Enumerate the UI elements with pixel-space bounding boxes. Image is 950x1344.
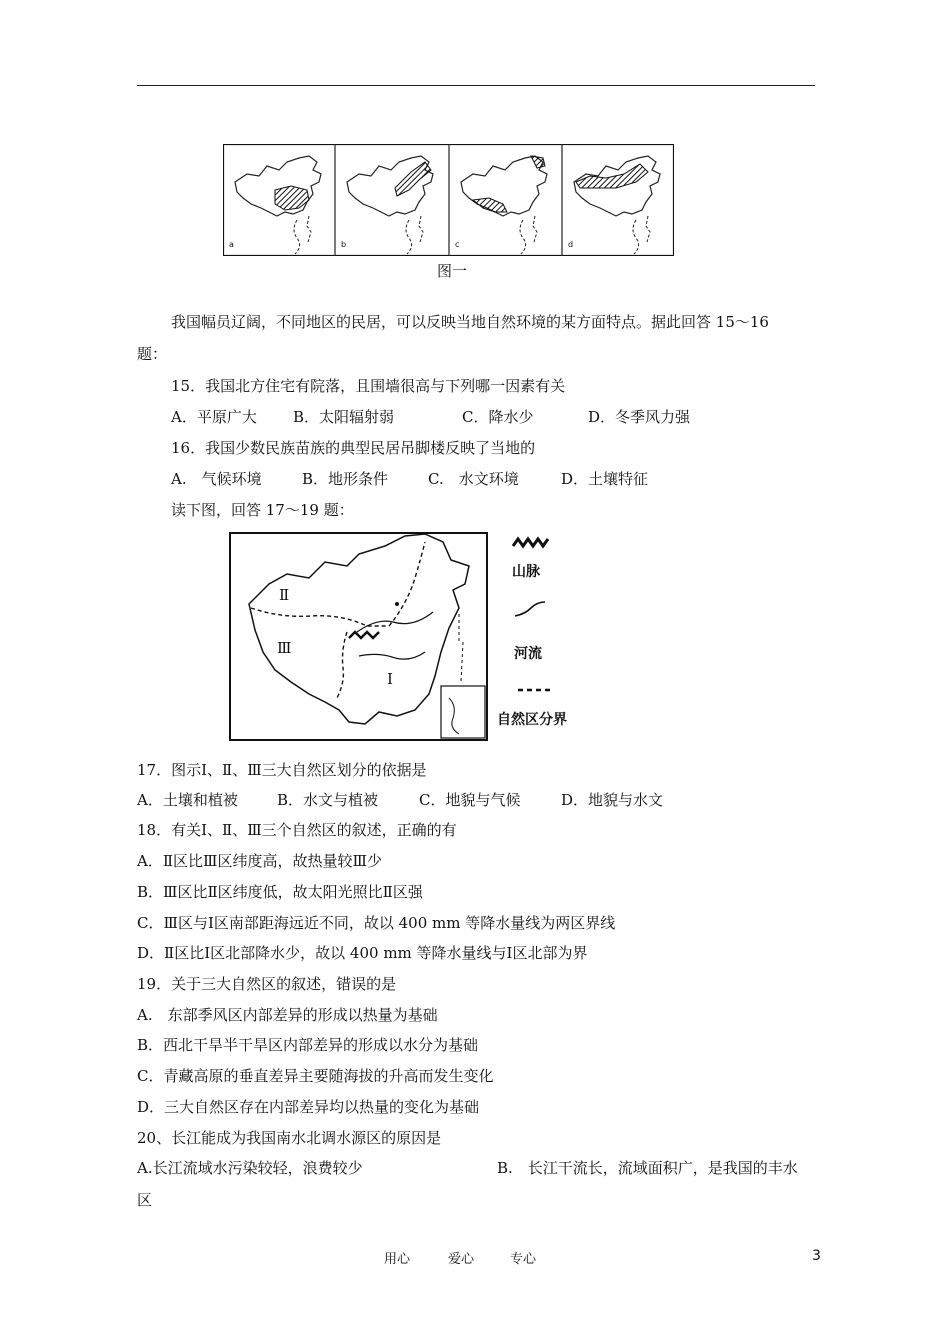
panel-label-c: c bbox=[455, 240, 460, 249]
q20-option-b: B. 长江干流长，流域面积广，是我国的丰水 bbox=[497, 1159, 798, 1177]
intro-15-16-line1: 我国幅员辽阔，不同地区的民居，可以反映当地自然环境的某方面特点。据此回答 15～16 bbox=[171, 313, 769, 331]
q18-option-b: B．Ⅲ区比Ⅱ区纬度低，故太阳光照比Ⅱ区强 bbox=[137, 883, 423, 901]
q18-stem: 18．有关Ⅰ、Ⅱ、Ⅲ三个自然区的叙述，正确的有 bbox=[137, 821, 457, 839]
q15-stem: 15．我国北方住宅有院落，且围墙很高与下列哪一因素有关 bbox=[171, 377, 566, 395]
q15-option-a: A．平原广大 bbox=[171, 408, 257, 426]
footer-word-3: 专心 bbox=[510, 1252, 537, 1267]
q16-stem: 16．我国少数民族苗族的典型民居吊脚楼反映了当地的 bbox=[171, 439, 536, 457]
q19-option-b: B．西北干旱半干旱区内部差异的形成以水分为基础 bbox=[137, 1036, 479, 1054]
q15-option-b: B．太阳辐射弱 bbox=[293, 408, 395, 426]
region-label-3: Ⅲ bbox=[277, 639, 292, 657]
region-label-1: Ⅰ bbox=[387, 670, 393, 688]
legend-label-boundary: 自然区分界 bbox=[497, 712, 567, 728]
q17-option-c: C．地貌与气候 bbox=[419, 791, 521, 809]
q17-option-a: A．土壤和植被 bbox=[137, 791, 238, 809]
q17-option-d: D．地貌与水文 bbox=[561, 791, 664, 809]
q16-option-a: A. 气候环境 bbox=[171, 470, 262, 488]
q18-option-d: D．Ⅱ区比Ⅰ区北部降水少，故以 400 mm 等降水量线与Ⅰ区北部为界 bbox=[137, 944, 588, 962]
q19-option-d: D．三大自然区存在内部差异均以热量的变化为基础 bbox=[137, 1098, 480, 1116]
figure1-maps bbox=[223, 144, 674, 256]
q19-option-a: A. 东部季风区内部差异的形成以热量为基础 bbox=[137, 1006, 438, 1024]
legend-label-river: 河流 bbox=[514, 646, 542, 662]
q16-option-c: C. 水文环境 bbox=[428, 470, 519, 488]
q18-option-c: C．Ⅲ区与Ⅰ区南部距海远近不同，故以 400 mm 等降水量线为两区界线 bbox=[137, 914, 616, 932]
panel-label-b: b bbox=[341, 240, 347, 249]
q20-option-a: A.长江流域水污染较轻，浪费较少 bbox=[137, 1159, 363, 1177]
q18-option-a: A．Ⅱ区比Ⅲ区纬度高，故热量较Ⅲ少 bbox=[137, 852, 382, 870]
region-label-2: Ⅱ bbox=[279, 586, 290, 604]
legend-label-mountain: 山脉 bbox=[512, 564, 540, 580]
page-number: 3 bbox=[812, 1248, 821, 1264]
footer-word-1: 用心 bbox=[384, 1252, 411, 1267]
figure1-caption: 图一 bbox=[437, 262, 468, 280]
q16-option-d: D．土壤特征 bbox=[561, 470, 649, 488]
q15-option-d: D．冬季风力强 bbox=[588, 408, 691, 426]
q20-stem: 20、长江能成为我国南水北调水源区的原因是 bbox=[137, 1129, 442, 1147]
legend-river-icon bbox=[513, 600, 549, 622]
header-rule bbox=[137, 85, 815, 86]
q17-option-b: B．水文与植被 bbox=[277, 791, 379, 809]
figure2-map bbox=[229, 532, 489, 742]
panel-label-d: d bbox=[568, 240, 574, 249]
q15-option-c: C．降水少 bbox=[462, 408, 534, 426]
footer-word-2: 爱心 bbox=[448, 1252, 475, 1267]
legend-boundary-icon bbox=[516, 685, 552, 695]
intro-17-19: 读下图，回答 17～19 题： bbox=[171, 501, 354, 519]
legend-mountain-icon bbox=[511, 532, 551, 554]
q19-stem: 19．关于三大自然区的叙述，错误的是 bbox=[137, 975, 397, 993]
q17-stem: 17．图示Ⅰ、Ⅱ、Ⅲ三大自然区划分的依据是 bbox=[137, 761, 427, 779]
q19-option-c: C．青藏高原的垂直差异主要随海拔的升高而发生变化 bbox=[137, 1067, 494, 1085]
intro-15-16-line2: 题： bbox=[137, 345, 168, 363]
q16-option-b: B．地形条件 bbox=[302, 470, 389, 488]
panel-label-a: a bbox=[229, 240, 234, 249]
q20-option-b-continued: 区 bbox=[137, 1191, 153, 1209]
